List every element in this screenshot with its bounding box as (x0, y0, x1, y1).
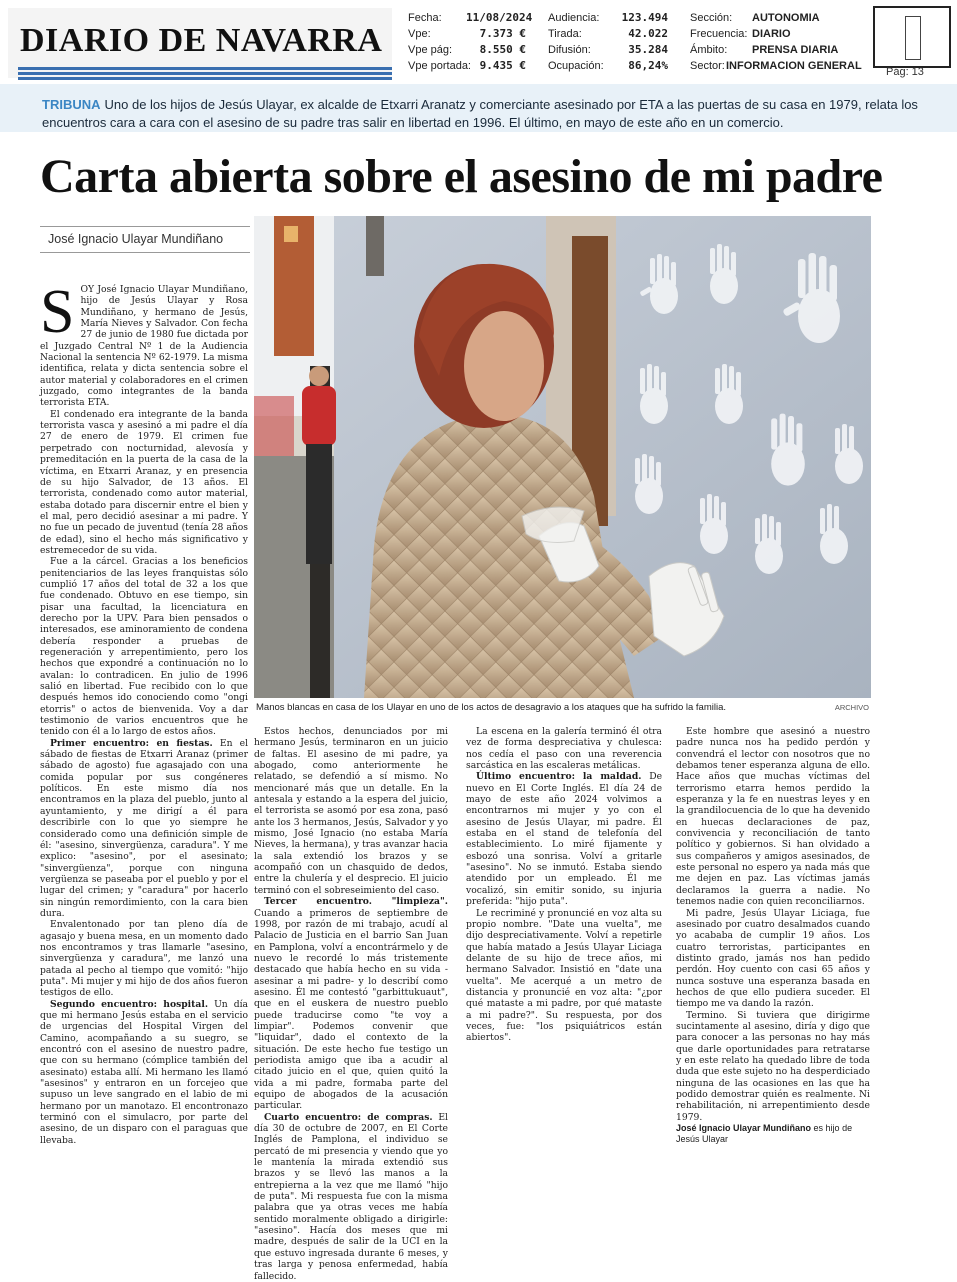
page-number: Pág: 13 (886, 66, 924, 78)
meta-row-audiencia: Audiencia: 123.494 (548, 11, 668, 24)
body-paragraph: Estos hechos, denunciados por mi hermano Jesús, terminaron en un juicio de faltas. El asesino de mi padre, ya abogado, como anteriormente he relatado, se defendió a sí mismo. No mencionaré más que un detalle. En la antesala y estando a la espera del juicio, el terrorista se asomó por esa zona, pasó ante los 3 hermanos, Jesús, Salvador y yo mismo, José Ignacio (no estaba María Nieves, la hermana), y tras avanzar hacia la sala extendió los brazos y se acompañó con un chasquido de dedos, entre la chulería y el desprecio. El juicio terminó con el sobreseimiento del caso. (254, 726, 448, 896)
meta-column-section (690, 10, 862, 74)
meta-row-vpe-pag: Vpe pág: 8.550 € (408, 43, 526, 56)
article-byline: José Ignacio Ulayar Mundiñano (48, 232, 224, 246)
body-column-3 (466, 726, 662, 1194)
meta-row-ocupacion: Ocupación: 86,24% (548, 59, 668, 72)
meta-row-vpe-portada: Vpe portada: 9.435 € (408, 59, 526, 72)
body-paragraph: Fue a la cárcel. Gracias a los beneficios penitenciarios de las leyes franquistas sólo cumplió 17 años del total de 32 a los que fue condenado. Obtuvo en ese tiempo, sin pisar una facultad, la licenciatura en derecho por la UPV. Para bien pensados o interesados, ese aminoramiento de condena debería responder a pruebas de regeneración y arrepentimiento, pero los hechos que expondré a continuación no lo avalan: lo contradicen. En julio de 1996 salió en libertad. Fue recibido con lo que después hemos ido conociendo como "ongi etorris" o actos de bienvenida. Voy a dar testimonio de varios encuentros que he tenido con él a lo largo de estos años. (40, 556, 248, 738)
body-paragraph: Tercer encuentro. "limpieza". Cuando a primeros de septiembre de 1998, por razón de mi trabajo, acudí al Palacio de Justicia en el barrio San Juan en Pamplona, volví a encontrármelo y de nuevo le recordé lo más tristemente destacado que había hecho en su vida -asesinar a mi padre- y lo describí como asesino. Él me contestó "garbittukuaut", que en el euskera de nuestro pueblo puede traducirse como "te voy a limpiar". Podemos convenir que "liquidar", dado el contexto de la situación. De este hecho fue testigo un periodista amigo que iba a acudir al citado juicio en el que, quien quitó la vida a mi padre, formaba parte del equipo de abogados de la acusación particular. (254, 896, 448, 1112)
photo-credit: ARCHIVO (834, 703, 869, 712)
body-column-1 (40, 278, 249, 1194)
masthead-rule (18, 72, 392, 75)
section-label: TRIBUNA (42, 97, 101, 112)
body-paragraph: Primer encuentro: en fiestas. En el sábado de fiestas de Etxarri Aranaz (primer sábado de agosto) fue agasajado con una comida popular por sus congéneres políticos. En este mismo día nos encontramos en la plaza del pueblo, junto al ayuntamiento, y me dirigí a él para describirle con lo que yo siempre he considerado como una definición simple de él: "asesino, sinvergüenza, caradura". Y me explico: "asesino", por el asesinato; "sinvergüenza", porque con ninguna vergüenza se paseaba por el pueblo y por el lugar del crimen; y "caradura" por hacerlo sin ningún remordimiento, con la cara bien dura. (40, 737, 249, 919)
body-paragraph: Le recriminé y pronuncié en voz alta su propio nombre. "Date una vuelta", me dijo despreciativamente. Volví a repetirle que había matado a Jesús Ulayar Liciaga delante de su hijo de trece años, mi hermano Salvador. Insistió en "date una vuelta". Me acerqué a un metro de distancia y pronuncié en voz alta: "¿por qué mataste a mi padre, por qué mataste a mi padre?". Su respuesta, por dos veces, fue: "los psiquiátricos están abiertos". (466, 907, 662, 1044)
meta-row-sector: Sector:INFORMACION GENERAL (690, 60, 862, 72)
masthead-logo (8, 8, 392, 78)
meta-row-difusion: Difusión: 35.284 (548, 43, 668, 56)
masthead-name: DIARIO DE NAVARRA (20, 22, 383, 59)
body-paragraph: Segundo encuentro: hospital. Un día que mi hermano Jesús estaba en el servicio de urgencias del Hospital Virgen del Camino, acompañando a su suegro, se encontró con el asesino de nuestro padre, que con su hermano (cómplice también del asesinato) estaba allí. Mi hermano les llamó "asesinos" y entraron en un forcejeo que supuso un leve sangrado en el labio de mi hermano por un manotazo. El encontronazo terminó con el simulacro, por parte del asesino, de un disparo con el paraguas que llevaba. (40, 998, 249, 1146)
article-deck (42, 96, 922, 132)
meta-row-frecuencia: Frecuencia: DIARIO (690, 28, 791, 40)
article-headline: Carta abierta sobre el asesino de mi padre (40, 150, 883, 203)
caption-text: Manos blancas en casa de los Ulayar en uno de los actos de desagravio a los ataques que ha sufrido la familia. (256, 702, 727, 713)
signoff-text: es hijo de Jesús Ulayar (676, 1123, 853, 1145)
byline-rule (40, 252, 250, 253)
subhead: Primer encuentro: en fiestas. (50, 737, 213, 749)
body-paragraph: SOY José Ignacio Ulayar Mundiñano, hijo de Jesús Ulayar y Rosa Mundiñano, y hermano de Jesús, María Nieves y Salvador. Con fecha 27 de junio de 1980 fue dictada por el Juzgado Central Nº 1 de la Audiencia Nacional la sentencia Nº 62-1979. La misma identifica, relata y dicta sentencia sobre el autor material y colaboradores en el crimen juzgado, como integrantes de la banda terrorista ETA. (40, 278, 248, 409)
body-paragraph: Este hombre que asesinó a nuestro padre nunca nos ha pedido perdón y convendrá el lector con nosotros que no debamos tener esperanza alguna de ello. Hace años que muchas víctimas del terrorismo etarra hemos perdido la esperanza y la fe en nuestras leyes y en la grandilocuencia de lo que ha devenido en huecas declaraciones de paz, convivencia y reconciliación de tanto político y gobiernos. Si han olvidado a sus compañeros y amigos asesinados, de este personal no espero ya nada más que me dejen en paz. Las víctimas jamás declaramos la guerra a nadie. No tenemos nadie con quien reconciliarnos. (676, 726, 870, 908)
masthead-rule (18, 77, 392, 80)
subhead: Segundo encuentro: hospital. (50, 998, 209, 1010)
meta-row-date: Fecha: 11/08/2024 (408, 11, 533, 24)
meta-column-prices (408, 10, 533, 74)
meta-row-tirada: Tirada: 42.022 (548, 27, 668, 40)
man-red-shirt (302, 366, 336, 564)
article-photo (254, 216, 871, 698)
body-column-4 (676, 726, 870, 1194)
page-thumbnail-box (873, 6, 951, 68)
photo-caption (254, 700, 871, 716)
body-paragraph: Mi padre, Jesús Ulayar Liciaga, fue asesinado por cuatro desalmados cuando yo acababa de cumplir 19 años. Los cuatro terroristas, participantes en distinto grado, jamás nos han pedido perdón. Hoy cuento con casi 65 años y nunca sostuve una esperanza basada en hechos de que ello pudiera suceder. El tiempo me va dando la razón. (676, 907, 870, 1010)
byline-rule (40, 226, 250, 227)
woman-red-hair (414, 264, 554, 428)
subhead: Tercer encuentro. "limpieza". (264, 896, 448, 908)
body-paragraph: Envalentonado por tan pleno día de agasajo y buena mesa, en un momento dado nos encontramos y tras llamarle "asesino, sinvergüenza y caradura", me lanzó una patada al pecho al tiempo que vomitó: "hijo puta". Mi mujer y mi hijo de dos años fueron testigos de ello. (40, 919, 248, 999)
body-paragraph: El condenado era integrante de la banda terrorista vasca y asesinó a mi padre el día 27 de enero de 1979. El crimen fue perpetrado con nocturnidad, alevosía y premeditación en la puerta de la casa de la víctima, en Etxarri Aranaz, y en presencia de su hijo Salvador, de 13 años. El terrorista, condenado como autor material, estaba dotado para discernir entre el bien y el mal, pero decidió asesinar a mi padre. Y no fue un pecado de juventud (tenía 28 años de edad), sino el hecho más significativo y estremecedor de su vida. (40, 408, 248, 556)
deck-text: Uno de los hijos de Jesús Ulayar, ex alcalde de Etxarri Aranatz y comerciante asesinado por ETA a las puertas de su casa en 1979, relata los encuentros cara a cara con el asesino de su padre tras salir en libertad en 1996. El último, en mayo de este año en un comercio. (42, 97, 918, 130)
body-paragraph: Termino. Si tuviera que dirigirme sucintamente al asesino, diría y digo que para conocer a las personas no hay más que darle oportunidades para retratarse y en este relato ha quedado libre de toda duda que este sujeto no ha desperdiciado ninguna de las ocasiones en las que ha podido demostrar quién es realmente. Ni rehabilitación, ni arrepentimiento desde 1979. (676, 1009, 870, 1123)
clipping-header (0, 0, 957, 82)
subhead: Último encuentro: la maldad. (476, 771, 642, 783)
masthead-rule (18, 67, 392, 70)
body-paragraph: Cuarto encuentro: de compras. El día 30 de octubre de 2007, en El Corte Inglés de Pamplona, el individuo se percató de mi presencia y viendo que yo le mantenía la mirada extendió sus brazos y se llevó las manos a la entrepierna a la vez que me llamó "hijo de puta". Mi respuesta fue con la misma palabra que ya otras veces me había sentido moralmente obligado a dirigirle: "asesino". Hacía dos meses que mi madre, después de salir de la UCI en la que estuvo ingresada durante 6 meses, y tras larga y penosa enfermedad, había fallecido. (254, 1111, 448, 1282)
author-signoff (676, 1123, 870, 1145)
photo-illustration (254, 216, 871, 698)
meta-row-seccion: Sección: AUTONOMIA (690, 12, 820, 24)
body-paragraph: La escena en la galería terminó él otra vez de forma despreciativa y chulesca: nos cedía el paso con una reverencia sarcástica en las escaleras metálicas. (466, 726, 662, 772)
meta-row-vpe: Vpe: 7.373 € (408, 27, 526, 40)
meta-row-ambito: Ámbito: PRENSA DIARIA (690, 44, 839, 56)
meta-column-audience (548, 10, 668, 74)
body-column-2 (254, 726, 448, 1282)
body-paragraph: Último encuentro: la maldad. De nuevo en El Corte Inglés. El día 24 de mayo de este año 2024 volvimos a encontrarnos mi mujer y yo con el asesino de Jesús Ulayar, mi padre. Él estaba en el stand de telefonía del establecimiento. Lo miré fijamente y esbozó una sonrisa. Volví a gritarle "asesino". No se inmutó. Estaba siendo atendido por un empleado. Él me vocalizó, sin emitir sonido, su injuria preferida: "hijo puta". (466, 771, 663, 908)
signoff-name: José Ignacio Ulayar Mundiñano (676, 1123, 812, 1134)
drop-cap: S (40, 278, 75, 346)
subhead: Cuarto encuentro: de compras. (264, 1111, 433, 1123)
